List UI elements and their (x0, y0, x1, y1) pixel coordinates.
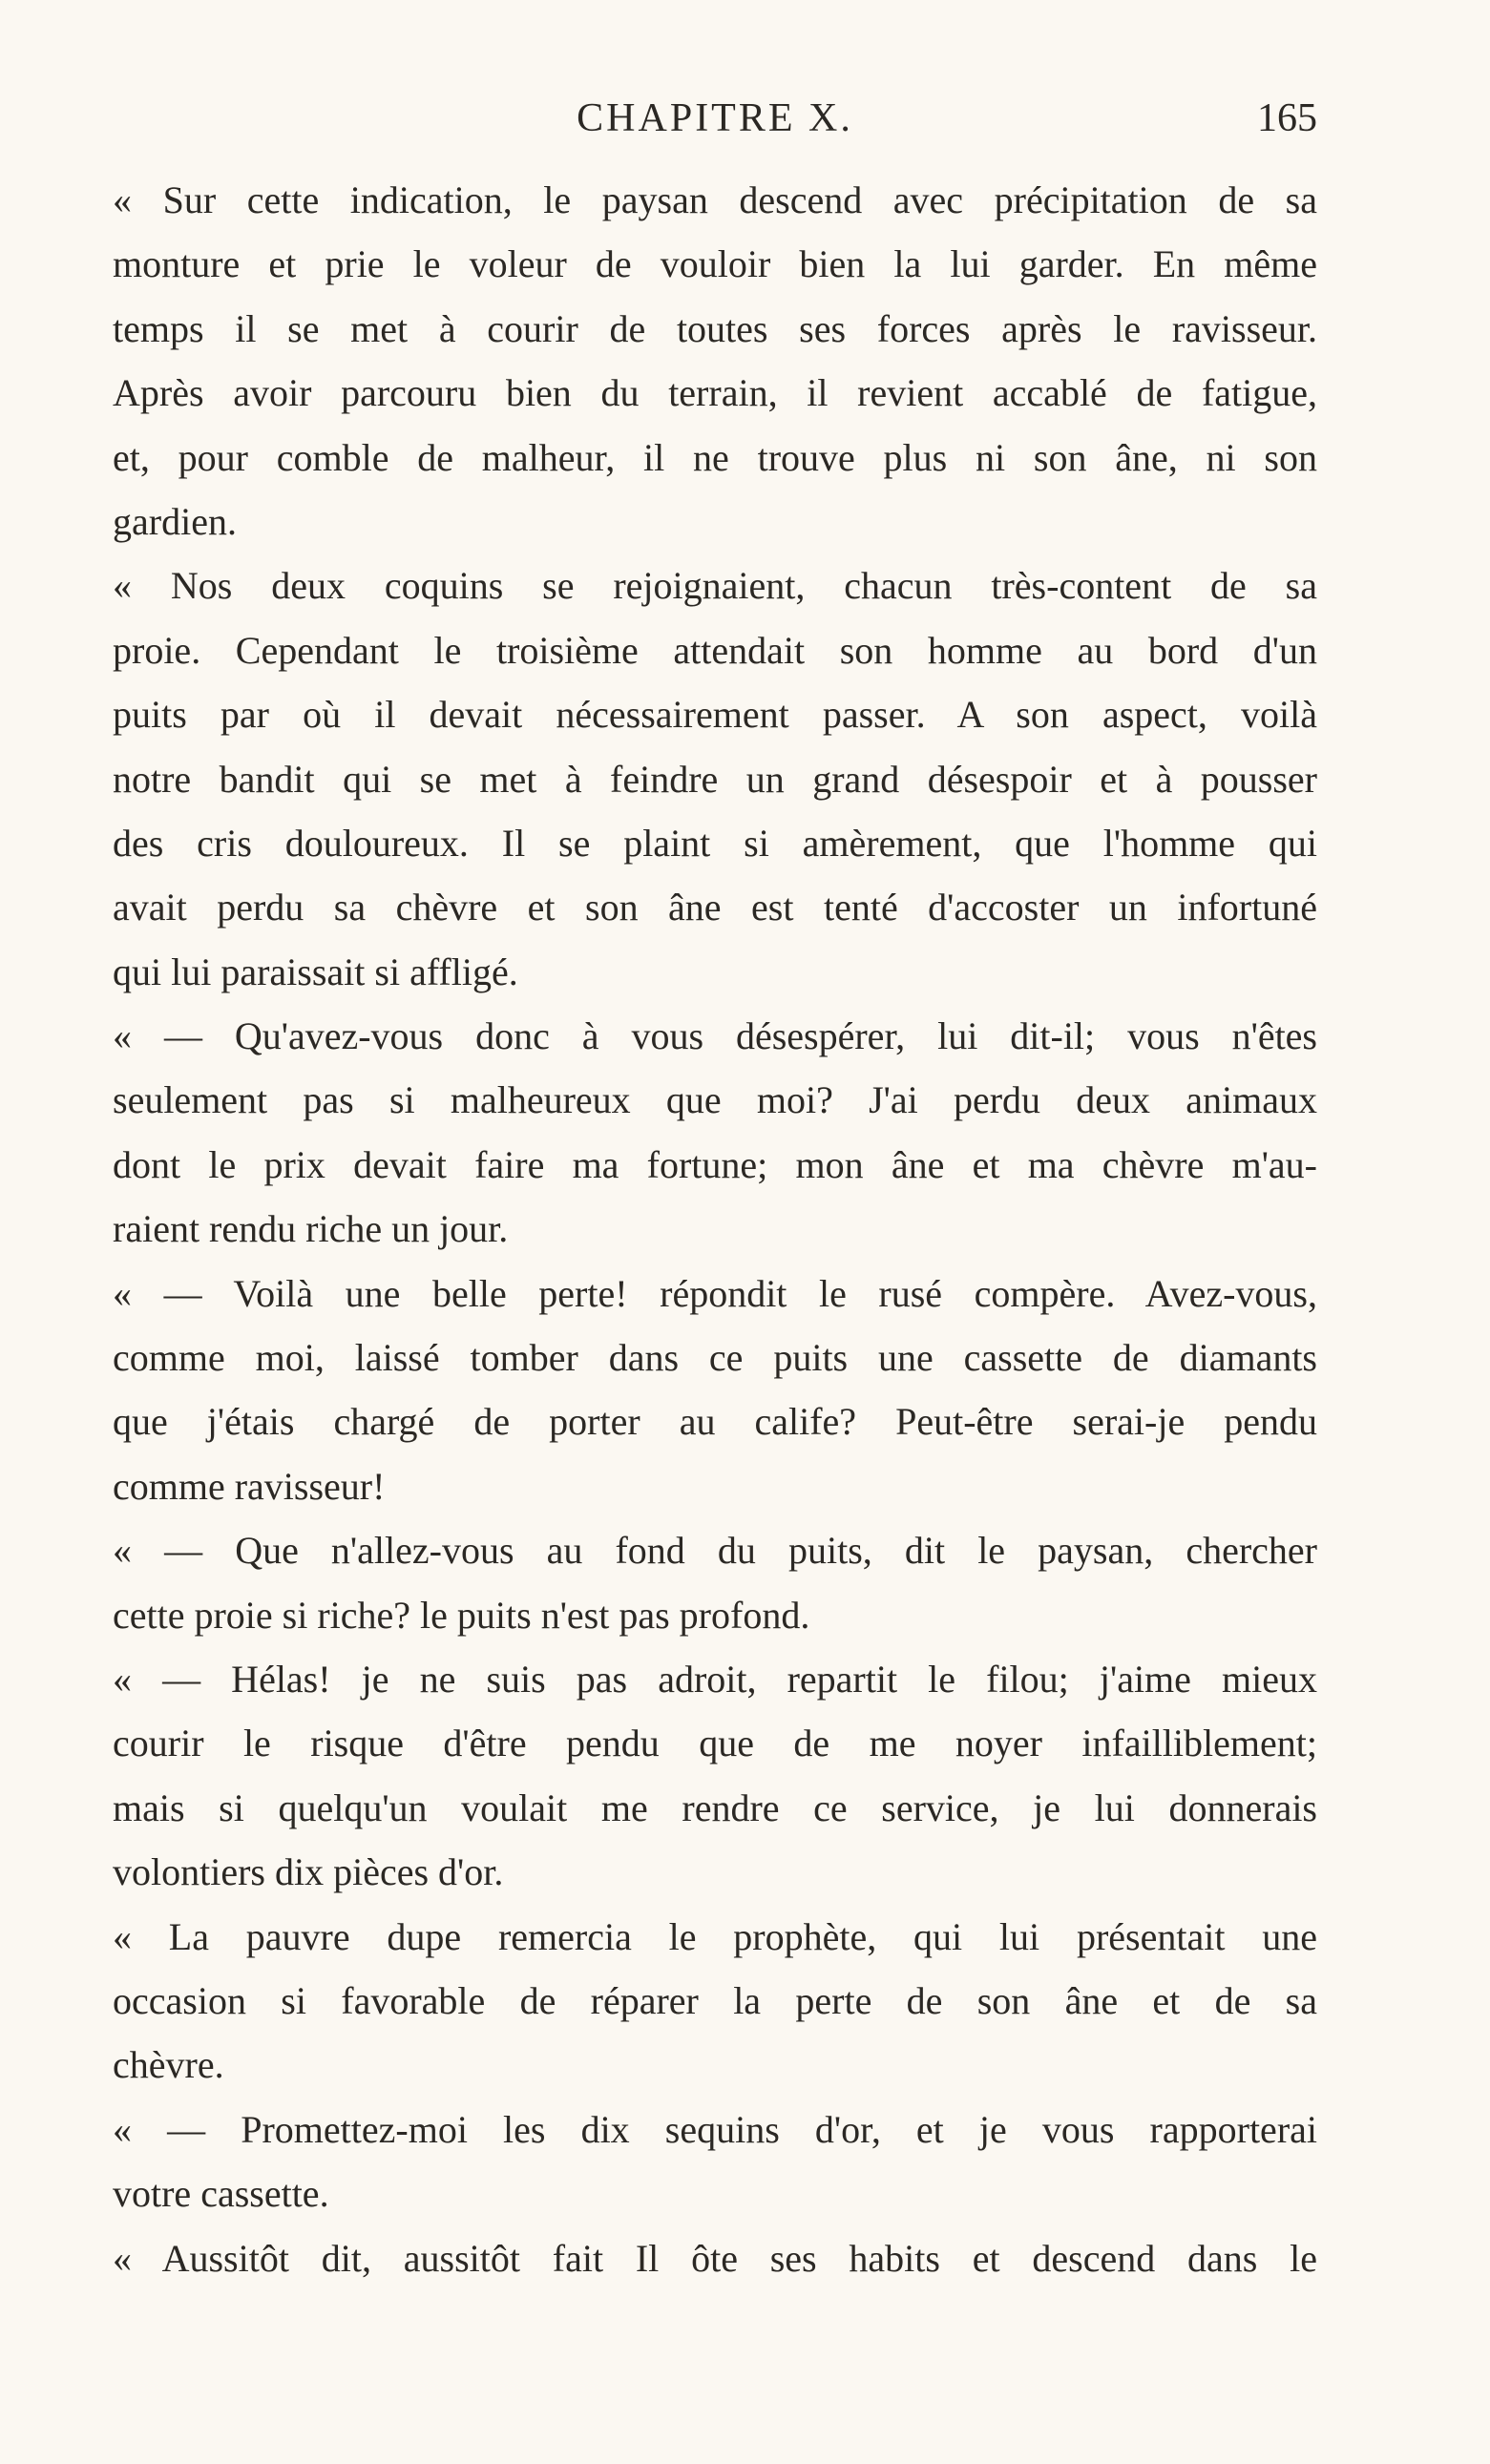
text-line: « — Hélas! je ne suis pas adroit, repartit le filou; j'aime mieux (113, 1657, 1317, 1701)
body-text (113, 168, 1317, 2290)
text-line: « Nos deux coquins se rejoignaient, chacun très-content de sa (113, 564, 1317, 608)
text-line: puits par où il devait nécessairement passer. A son aspect, voilà (113, 693, 1317, 737)
text-line: « — Qu'avez-vous donc à vous désespérer, lui dit-il; vous n'êtes (113, 1014, 1317, 1058)
text-line: seulement pas si malheureux que moi? J'ai perdu deux animaux (113, 1078, 1317, 1122)
text-line: « Sur cette indication, le paysan descend avec précipitation de sa (113, 178, 1317, 221)
text-line: monture et prie le voleur de vouloir bien la lui garder. En même (113, 242, 1317, 286)
running-head (113, 95, 1317, 153)
text-line: et, pour comble de malheur, il ne trouve plus ni son âne, ni son (113, 435, 1317, 479)
text-line: occasion si favorable de réparer la perte de son âne et de sa (113, 1978, 1317, 2022)
text-line: qui lui paraissait si affligé. (113, 950, 518, 993)
text-line: notre bandit qui se met à feindre un grand désespoir et à pousser (113, 757, 1317, 801)
text-line: chèvre. (113, 2043, 224, 2087)
text-line: Après avoir parcouru bien du terrain, il revient accablé de fatigue, (113, 371, 1317, 415)
text-line: mais si quelqu'un voulait me rendre ce service, je lui donnerais (113, 1785, 1317, 1829)
text-line: des cris douloureux. Il se plaint si amèrement, que l'homme qui (113, 821, 1317, 865)
text-line: comme ravisseur! (113, 1464, 386, 1508)
text-line: « La pauvre dupe remercia le prophète, qui lui présentait une (113, 1914, 1317, 1958)
text-line: « Aussitôt dit, aussitôt fait Il ôte ses habits et descend dans le (113, 2236, 1317, 2280)
text-line: dont le prix devait faire ma fortune; mon âne et ma chèvre m'au- (113, 1142, 1317, 1186)
text-line: « — Que n'allez-vous au fond du puits, dit le paysan, chercher (113, 1529, 1317, 1573)
text-line: raient rendu riche un jour. (113, 1207, 509, 1251)
text-line: volontiers dix pièces d'or. (113, 1850, 504, 1894)
text-line: cette proie si riche? le puits n'est pas profond. (113, 1593, 810, 1637)
chapter-title: CHAPITRE X. (577, 96, 853, 140)
page-number: 165 (1257, 96, 1317, 140)
text-line: « — Voilà une belle perte! répondit le rusé compère. Avez-vous, (113, 1271, 1317, 1315)
text-line: que j'étais chargé de porter au calife? Peut-être serai-je pendu (113, 1400, 1317, 1444)
text-line: temps il se met à courir de toutes ses forces après le ravisseur. (113, 306, 1317, 350)
text-line: comme moi, laissé tomber dans ce puits une cassette de diamants (113, 1336, 1317, 1380)
text-line: avait perdu sa chèvre et son âne est tenté d'accoster un infortuné (113, 886, 1317, 929)
text-line: « — Promettez-moi les dix sequins d'or, et je vous rapporterai (113, 2107, 1317, 2151)
text-line: votre cassette. (113, 2172, 329, 2216)
text-line: proie. Cependant le troisième attendait son homme au bord d'un (113, 628, 1317, 672)
text-line: gardien. (113, 499, 237, 543)
text-line: courir le risque d'être pendu que de me noyer infailliblement; (113, 1722, 1317, 1765)
